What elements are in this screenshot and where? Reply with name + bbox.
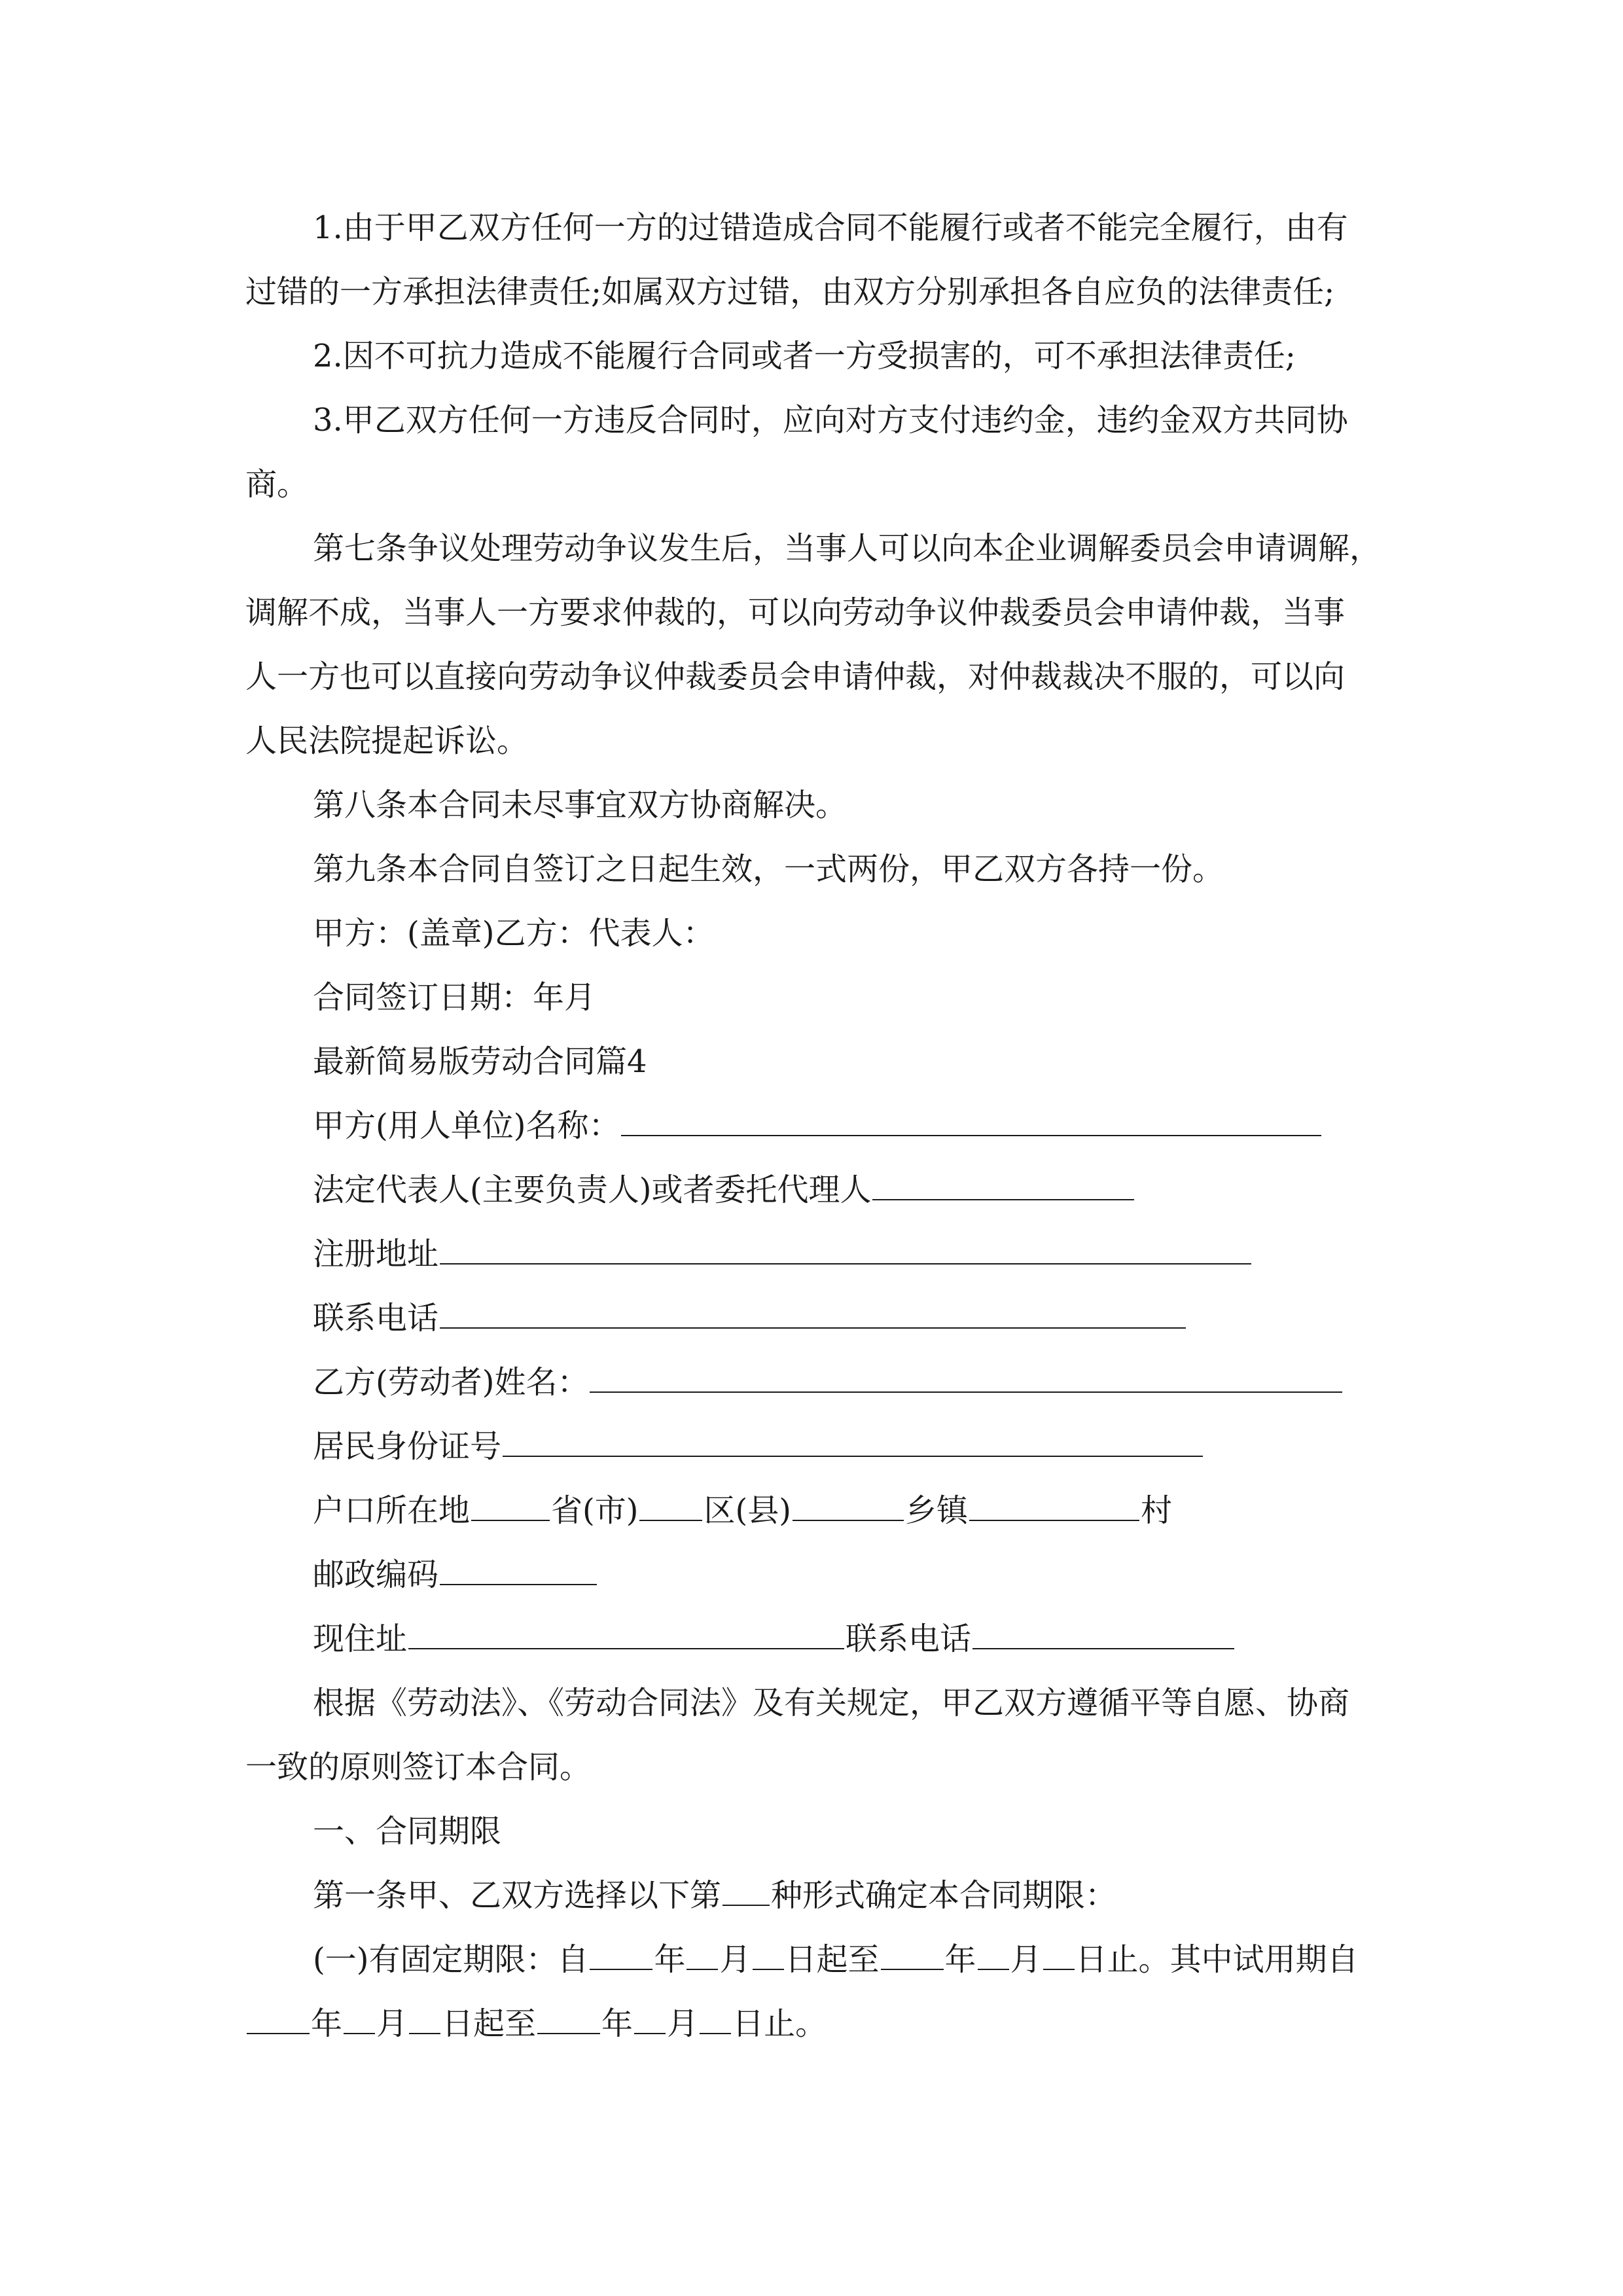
phone-label: 联系电话 bbox=[313, 1300, 439, 1336]
day-from-label: 日起至 bbox=[442, 2005, 537, 2042]
party-a-name-label: 甲方(用人单位)名称： bbox=[313, 1107, 620, 1144]
reg-address-label: 注册地址 bbox=[313, 1236, 439, 1272]
year-label: 年 bbox=[601, 2005, 633, 2042]
phone-blank[interactable] bbox=[440, 1299, 1186, 1329]
article-1-suffix: 种形式确定本合同期限： bbox=[771, 1877, 1117, 1914]
phone-row bbox=[313, 1299, 1187, 1338]
end-year-blank[interactable] bbox=[881, 1940, 944, 1970]
trial-end-year-blank[interactable] bbox=[537, 2004, 600, 2034]
start-day-blank[interactable] bbox=[753, 1940, 784, 1970]
address-blank[interactable] bbox=[408, 1619, 844, 1649]
section-title: 最新简易版劳动合同篇4 bbox=[313, 1043, 647, 1080]
preamble-line-2: 一致的原则签订本合同。 bbox=[245, 1749, 592, 1785]
fixed-term-prefix: (一)有固定期限：自 bbox=[313, 1941, 589, 1978]
article-7-line-1: 第七条争议处理劳动争议发生后，当事人可以向本企业调解委员会申请调解， bbox=[313, 530, 1382, 567]
article-8: 第八条本合同未尽事宜双方协商解决。 bbox=[313, 787, 847, 823]
term-form-blank[interactable] bbox=[722, 1876, 770, 1906]
phone2-blank[interactable] bbox=[972, 1619, 1234, 1649]
trial-period-row bbox=[245, 2004, 827, 2043]
province-blank[interactable] bbox=[471, 1491, 550, 1521]
month-label: 月 bbox=[1010, 1941, 1042, 1978]
district-label: 区(县) bbox=[704, 1492, 791, 1529]
clause-1-line-2: 过错的一方承担法律责任;如属双方过错，由双方分别承担各自应负的法律责任; bbox=[245, 274, 1335, 310]
party-b-name-blank[interactable] bbox=[590, 1363, 1342, 1393]
day-end-label: 日止。 bbox=[732, 2005, 827, 2042]
start-month-blank[interactable] bbox=[687, 1940, 718, 1970]
month-label: 月 bbox=[719, 1941, 751, 1978]
trial-start-year-blank[interactable] bbox=[247, 2004, 310, 2034]
article-9: 第九条本合同自签订之日起生效，一式两份，甲乙双方各持一份。 bbox=[313, 851, 1224, 888]
address-row bbox=[313, 1619, 1236, 1659]
id-number-label: 居民身份证号 bbox=[313, 1428, 502, 1465]
party-a-name-blank[interactable] bbox=[621, 1106, 1321, 1136]
heading-contract-term: 一、合同期限 bbox=[313, 1813, 502, 1850]
article-7-line-4: 人民法院提起诉讼。 bbox=[245, 723, 529, 759]
district-blank[interactable] bbox=[639, 1491, 702, 1521]
trial-end-day-blank[interactable] bbox=[700, 2004, 731, 2034]
year-label: 年 bbox=[944, 1941, 976, 1978]
end-day-blank[interactable] bbox=[1043, 1940, 1075, 1970]
trial-start-month-blank[interactable] bbox=[344, 2004, 375, 2034]
article-7-line-2: 调解不成，当事人一方要求仲裁的，可以向劳动争议仲裁委员会申请仲裁，当事 bbox=[245, 594, 1346, 631]
fixed-term-row bbox=[313, 1940, 1359, 1979]
postcode-row bbox=[313, 1555, 598, 1594]
hukou-label: 户口所在地 bbox=[313, 1492, 471, 1529]
legal-rep-label: 法定代表人(主要负责人)或者委托代理人 bbox=[313, 1172, 872, 1208]
postcode-label: 邮政编码 bbox=[313, 1556, 439, 1593]
town-blank[interactable] bbox=[793, 1491, 904, 1521]
end-month-blank[interactable] bbox=[978, 1940, 1009, 1970]
preamble-line-1: 根据《劳动法》、《劳动合同法》及有关规定，甲乙双方遵循平等自愿、协商 bbox=[313, 1685, 1350, 1721]
trial-prefix: 其中试用期自 bbox=[1169, 1941, 1359, 1978]
province-label: 省(市) bbox=[551, 1492, 639, 1529]
id-number-row bbox=[313, 1427, 1204, 1466]
postcode-blank[interactable] bbox=[440, 1555, 597, 1585]
article-1-row bbox=[313, 1876, 1116, 1915]
legal-rep-row bbox=[313, 1170, 1135, 1210]
phone2-label: 联系电话 bbox=[846, 1621, 972, 1657]
party-b-name-row bbox=[313, 1363, 1344, 1402]
trial-end-month-blank[interactable] bbox=[634, 2004, 666, 2034]
clause-3-line-2: 商。 bbox=[245, 466, 309, 503]
start-year-blank[interactable] bbox=[590, 1940, 652, 1970]
signature-line: 甲方：(盖章)乙方：代表人： bbox=[313, 915, 715, 952]
party-a-name-row bbox=[313, 1106, 1323, 1145]
trial-start-day-blank[interactable] bbox=[409, 2004, 440, 2034]
reg-address-row bbox=[313, 1234, 1253, 1274]
signing-date: 合同签订日期：年月 bbox=[313, 979, 596, 1016]
year-label: 年 bbox=[654, 1941, 686, 1978]
town-label: 乡镇 bbox=[904, 1492, 968, 1529]
reg-address-blank[interactable] bbox=[440, 1234, 1251, 1265]
clause-2: 2.因不可抗力造成不能履行合同或者一方受损害的，可不承担法律责任; bbox=[313, 338, 1296, 374]
clause-3-line-1: 3.甲乙双方任何一方违反合同时，应向对方支付违约金，违约金双方共同协 bbox=[313, 402, 1348, 439]
village-blank[interactable] bbox=[969, 1491, 1139, 1521]
village-label: 村 bbox=[1140, 1492, 1172, 1529]
article-7-line-3: 人一方也可以直接向劳动争议仲裁委员会申请仲裁，对仲裁裁决不服的，可以向 bbox=[245, 658, 1346, 695]
year-label: 年 bbox=[311, 2005, 343, 2042]
legal-rep-blank[interactable] bbox=[872, 1170, 1134, 1200]
day-from-label: 日起至 bbox=[785, 1941, 880, 1978]
hukou-row bbox=[313, 1491, 1172, 1530]
party-b-name-label: 乙方(劳动者)姓名： bbox=[313, 1364, 589, 1401]
month-label: 月 bbox=[376, 2005, 408, 2042]
id-number-blank[interactable] bbox=[503, 1427, 1203, 1457]
clause-1-line-1: 1.由于甲乙双方任何一方的过错造成合同不能履行或者不能完全履行，由有 bbox=[313, 209, 1348, 246]
month-label: 月 bbox=[667, 2005, 699, 2042]
address-label: 现住址 bbox=[313, 1621, 408, 1657]
day-end-label: 日止。 bbox=[1075, 1941, 1170, 1978]
article-1-prefix: 第一条甲、乙双方选择以下第 bbox=[313, 1877, 722, 1914]
